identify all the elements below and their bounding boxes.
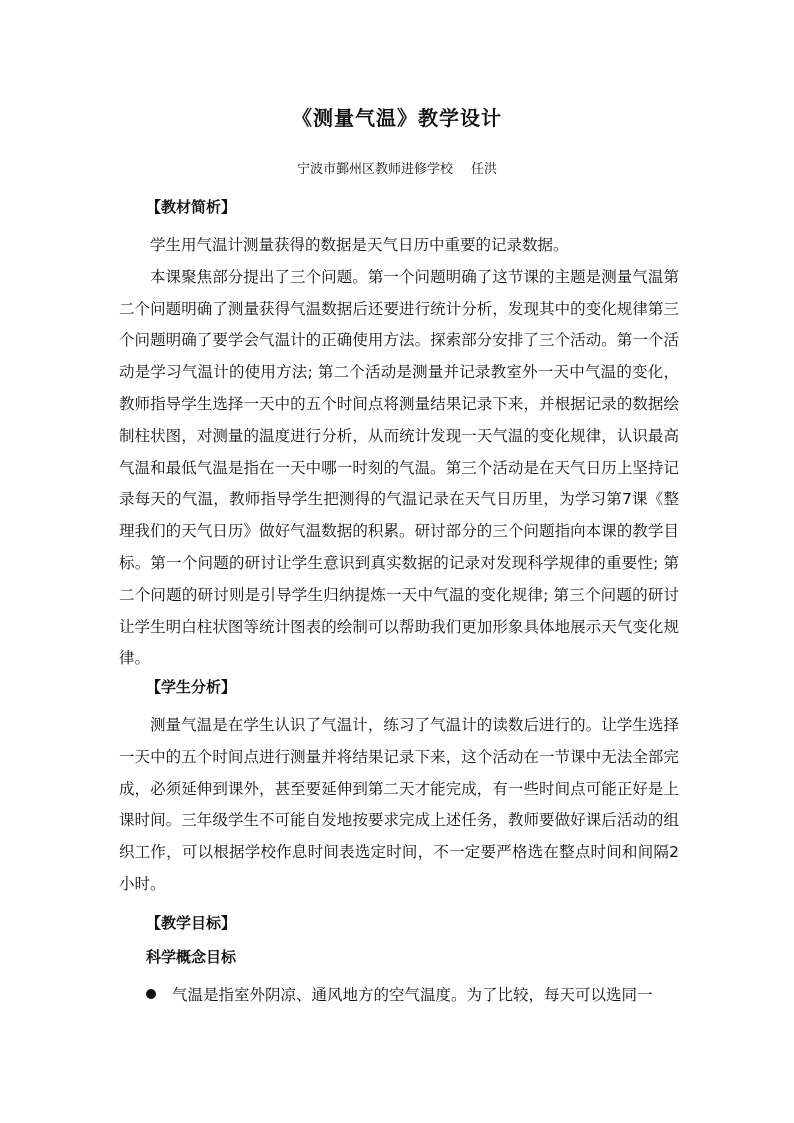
author-school: 宁波市鄞州区教师进修学校 <box>296 162 453 177</box>
section-heading-textbook-analysis: 【教材简析】 <box>146 198 237 216</box>
student-analysis-body <box>119 710 679 901</box>
subheading-science-concept-goals: 科学概念目标 <box>146 948 237 966</box>
bullet-text: 气温是指室外阴凉、通风地方的空气温度。为了比较，每天可以选同一 <box>172 986 653 1004</box>
document-title: 《测量气温》教学设计 <box>292 106 502 130</box>
bullet-icon <box>146 989 156 999</box>
textbook-analysis-body <box>119 230 679 675</box>
paragraph: 本课聚焦部分提出了三个问题。第一个问题明确了这节课的主题是测量气温第二个问题明确了测量获得气温数据后还要进行统计分析，发现其中的变化规律第三个问题明确了要学会气温计的正确使用方法。探索部分安排了三个活动。第一个活动是学习气温计的使用方法; 第二个活动是测量并记录教室外一天中气温的变化，教师指导学生选择一天中的五个时间点将测量结果记录下来，并根据记录的数据绘制柱状图，对测量的温度进行分析，从而统计发现一天气温的变化规律，认识最高气温和最低气温是指在一天中哪一时刻的气温。第三个活动是在天气日历上坚持记录每天的气温，教师指导学生把测得的气温记录在天气日历里，为学习第7课《整理我们的天气日历》做好气温数据的积累。研讨部分的三个问题指向本课的教学目标。第一个问题的研讨让学生意识到真实数据的记录对发现科学规律的重要性; 第二个问题的研讨则是引导学生归纳提炼一天中气温的变化规律; 第三个问题的研讨让学生明白柱状图等统计图表的绘制可以帮助我们更加形象具体地展示天气变化规律。 <box>119 267 679 668</box>
section-heading-teaching-goals: 【教学目标】 <box>146 914 237 932</box>
paragraph: 测量气温是在学生认识了气温计，练习了气温计的读数后进行的。让学生选择一天中的五个时间点进行测量并将结果记录下来，这个活动在一节课中无法全部完成，必须延伸到课外，甚至要延伸到第二天才能完成，有一些时间点可能正好是上课时间。三年级学生不可能自发地按要求完成上述任务，教师要做好课后活动的组织工作，可以根据学校作息时间表选定时间，不一定要严格选在整点时间和间隔2小时。 <box>119 716 679 893</box>
paragraph: 学生用气温计测量获得的数据是天气日历中重要的记录数据。 <box>150 236 569 254</box>
author-line <box>0 158 794 177</box>
bullet-list-item <box>146 980 686 1011</box>
section-heading-student-analysis: 【学生分析】 <box>146 678 237 696</box>
author-name: 任洪 <box>471 162 498 177</box>
